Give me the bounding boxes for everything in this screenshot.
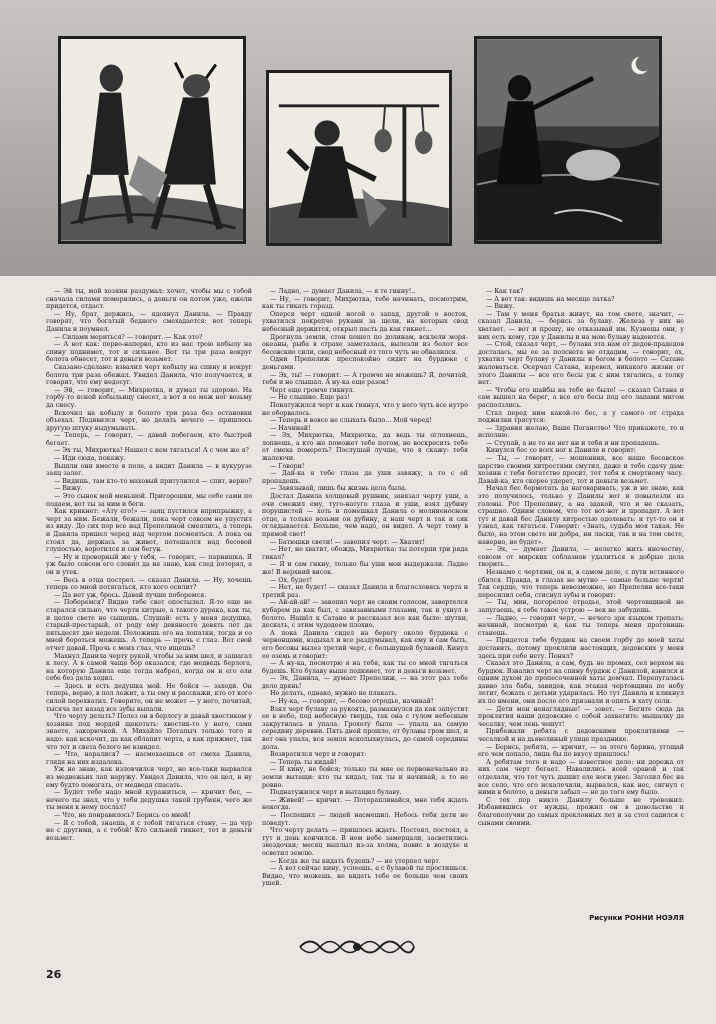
paragraph: — Что, не понравилось? Борись со мной! [54,811,191,819]
paragraph: — Это сынок мой меньшой. Пригорошки, мы себе сами по подаем, вот ты за ним и беги. [46,493,252,508]
paragraph: — Стой, сказал черт, — булава эта нам от дедов-прадедов досталась, мы ее за полсвета не отдадим, — говорит, ох, ухватил черт булаву у Данилы и бегом в болото — Сатане жаловаться. Осерчал Сатана, взревел, никакого жизни от этого Данилы — все его бесы уж с ним тягались, а толку нет. [478,341,684,387]
paragraph: — Ох, будет! [270,576,313,584]
paragraph: Взял черт булаву за рукоять, размахнулся да как запустит ее в небо, под небесную твердь, так она с гулом небесным закрутилась и упала. Грохоту было — упала на самую середину деревни. Пять дней прошло, от булавы гром шел, и вот она упала, вся земля всколыхнулась, до самой середины дола. [262,705,468,751]
paragraph: — Завязывай, лишь бы жизнь цела была. [270,485,407,493]
paragraph: Как крикнет: «Ату его!» — заяц пустился вприпрыжку, а черт за ним. Бежали, бежали, пока черт совсем не упустил из виду. До сих пор все над Препелиной смеялись, а теперь и Данила пришел черед над чертом посмеяться. А пока он стоял да, держась за живот, потешался над бесовой глупостью, воротился и сам бегун. [46,508,252,554]
paragraph: Поднатужился черт и вытащил булаву. [270,789,402,797]
paragraph: — Живей! — кричит. — Поторапливайся, мне тебя ждать некогда. [262,796,468,812]
paragraph: А пока Данила сидел на берегу около бурдюка с червонцами, вздыхал и все раздумывал, как ему и сам быть, его бесовы вылез третий черт, с большущей булавой. Кинул ее оземь и говорит: [262,629,468,660]
paragraph: — Нет, не хватит, обождь, Михрютка: ты потерпи три ряда гикал? [262,546,468,561]
paragraph: — А ну-ка, посмотрю я на тебя, как ты со мной тягаться будешь. Кто булаву выше подкинет, тот и деньги возьмет. [262,660,468,675]
paragraph: — Да нет уж, брось. Давай лучше поборемся. [54,591,207,599]
paragraph: Но делать, однако, нужно не плакать. [270,690,398,698]
illustration-hanging-scene [266,70,452,246]
paragraph: — Силами мериться? — говорит. — Как это? [54,333,203,341]
paragraph: Сказано-сделано: взвалил черт кобылу на спину и вокруг болота три раза обежал. Увидел Данила, что получается, и говорит, что ему недосуг. [46,363,252,387]
paragraph: Возвратился черт и говорит: [270,751,367,759]
paragraph: — Вижу. [54,485,83,493]
paragraph: — Теперь, — говорит, — давай побегаем, кто быстрей бегает. [46,432,252,447]
paragraph: — Я и сам гикну, только бы уши мои выдержали. Ладно же! В верхний висок. [262,561,468,576]
text-column-2 [262,288,468,908]
paragraph: Оперся черт одной ногой о запад, другой о восток, ухватился покрепче руками за щели, на которых свод небесный держится, открыл пасть да как гикнет... [262,310,468,333]
paragraph: — Не слышно. Еще раз! [270,394,350,402]
paragraph: — Поборемся? Видно тебе свет опостылел. Я-то еще не старался сильно, что черти хитрые, а такого дурака, как ты, и целое свете не сыщешь. Слушай: есть у меня дедушка, старый-престарый, от роду ему девяносто девять лет да пятьдесят две недели. Положишь его на лопатки, тогда и со мной бороться можешь. А теперь — прочь с глаз. Вот свой отчет давай. Прочь с моих глаз, что ищешь? [46,599,252,652]
paragraph: Одни Препелиж преспокойно сидит на бурдюке с деньгами. [262,356,468,371]
paragraph: Уж не знаю, как изловчился черт, но все-таки вырвался из медвежьих лап наружу. Увидел Данила, что он цел, и ну ему будто помогать, от медведя спасать. [46,766,252,789]
paragraph: — Ну, брат, держись, — ядохнул Данила. — Правду говорят, что богатый бедного смехадается: вот теперь Данила и поумнел. [46,310,252,333]
paragraph: А ребятам того и надо — известное дело: ни дорожа от них сам черт бегает. Навалились всей оравой и так отделали, что тот чуть дышит еле ноги унес. Заголил бес на все село, что его искалечили, вырвался, как нес, сигнул с ними в болото, а деньги забыл — не до того ему было. [478,758,684,797]
paragraph: — Ты, — говорит, — мошенник, все наше бесовское царство своими хитростями смутил, даже и тебе сдачу дам: хозяин с тебя богатство просит, тот тебя к смертному часу. Давай-ка, кто скорее удерет, тот и деньги возьмет. [478,455,684,485]
ornament-divider-icon [296,934,418,960]
paragraph: — Эх, ты! — говорит. — А громче не можешь? Я, почитай, тебя и не слышал. А ну-ка еще разок! [262,371,468,387]
paragraph: — Как так? [486,288,524,295]
paragraph: Сказал это Данила, а сам, будь не промах, сел верхом на бурдюк. Взвалил черт на спину бурдюк с Данилой, взвился и одним духом до пропесоченной хаты домчал. Перепугалась давно зла баба, завидев, как этакая чертовщина по небу летит, бежать с детьми ударилась. Но тут Данила и кликнул их по имени, они после его признали и опять в хату сели. [478,660,684,706]
paragraph: — Вижу. [486,303,515,311]
paragraph: Стал перед ним какой-то бес, а у самого от страха поджилки трясутся: [478,409,684,425]
paragraph: — Берись, ребята, — кричит, — за этого барина, угощай его чем попало, лишь бы по вкусу пришлось! [478,743,684,759]
paragraph: Кинулся бес со всех ног к Даниле и говорит: [486,447,636,455]
paragraph: — А вот так: видишь на месяце латка? [486,295,615,303]
paragraph: — Здравия желаю, Ваше Поганство! Что прикажете, то и исполню. [478,424,684,440]
paragraph: — Ты, мин, погорелое отродье, этой чертовщиной не запугаешь, я тебе такое устрою — век не забудешь. [478,599,684,614]
paragraph: Махнул Данила черту рукой, чтобы за ним шел, и зашагал к лесу. А в самой чаще бор оказался, где медведь берлога, на которую Данила еще тогда набрел, когда он и его ели себе без дела ходил. [46,652,252,683]
paragraph: — Батюшки свети! — завопил черт. — Хватит! [270,538,426,546]
paragraph: — Ступай, а не то не нет ни и тебя и ни пропадешь. [486,439,660,447]
paragraph: Достал Данила холщовый рушник, завязал черту уши, а очи смежил ему, туго-натуго глаза и уши, взял дубину порушистей — хоть и помешкал Данила о молниеносном отце, а только возьми он дубину, а наш черт и так и сяк оглядывается. Больше, чем надо, он видел. А черт тому в прямой свет! [262,493,468,538]
paragraph: — Ай-ай-ай! — завопил черт не своим голосом, завертелся кубарем да как был, с завязанными глазами, так и ухнул в болото. Нашёл к Сатане и рассказал все как было: шутки, дескать, с этим чудодеем плохие. [262,599,468,630]
paragraph: — Там у меня братья живут, на том свете, значит, — сказал Данила, — берись за булаву. Железа у них не хватает, — вот и прошу, не отказывай им. Кузнецы они, у них есть кому, где у Данилы и на мою булаву надеются. [478,310,684,341]
paragraph: С тех пор никто Данилу больше не тревожил. Избавившись от нужды, прожил он в довольстве и благополучии до самых преклонных лет и за стол садился с сынами своими. [478,796,684,827]
paragraph: Вышли они вместе в поле, а видит Данила — в кукурузе заяц залег. [46,462,252,478]
paragraph: — Дети мои ненаглядные! — зовет. — Бегите сюда да проклятия наши дедовские с собой захватите: мышалку да чесалку, чем лень чешут! [478,705,684,728]
paragraph: — Ладно, — думает Данила, — я те гикну!.. [270,288,416,295]
paragraph: Черт еще громче гикнул. [270,386,355,394]
paragraph: — Эх, Данила, — думает Препелиж, — на этот раз тебе дело дрянь! [262,675,468,690]
paragraph: — Весь в отца пострел. — сказал Данила. — Ну, хочешь теперь со мной потягаться, кто кого осилит? [46,576,252,592]
paragraph: — Будет тебе надо мной куражиться, — кричит бес, — нечего ты знал, что у тебя дедушка такой грубиян, чего же ты меня к нему послал? [46,789,252,812]
paragraph: — Чтобы его шайбы на тебе не было! — сказал Сатана и сам вышел на берег, а все его бесы под его лапами мигом расползлись. [478,386,684,409]
paragraph: — Ну, — говорит, Михрютка, тебе начинать, посмотрим, как ты гикать горазд. [262,295,468,311]
paragraph: — Эх, — думает Данила, — нелегко жить иночеству, совсем от мирских соблазнов удалиться в добрые дела творить... [478,546,684,569]
paragraph: — Поспешил — людей насмешил. Небось тебя дети не поведут. [262,811,468,827]
paragraph: Вскочил на кобылу и болото три раза без остановки объехал. Подивился черт, но делать нечего — пришлось другую штуку выдумывать. [46,409,252,432]
paragraph: — А вот сейчас кину, успеешь, а с булавой ты простишься. Видно, что можешь, не видать тебе ее больше чем своих ушей. [262,865,468,888]
illustration-devil-and-daniel-art [61,39,243,241]
illustration-credit: Рисунки РОННИ НОЭЛЯ [589,914,684,922]
paragraph: Незнамо с чертями, он и, в самом деле, с пути истинного сбился. Правда, в глазах не мутно — самые больше черти! Так сердце, что теперь невозможно, но Препелин все-таки пересилил себя, стиснул зубы и говорит: [478,568,684,599]
text-column-1 [46,288,252,908]
paragraph: — Я кину, не бойся; только ты мне ее первоначально из земли вытащи: кто ты кидал, так ты и начинай, а то не ровно. [262,766,468,789]
paragraph: — Видишь, там кто-то маховый притулился — спит, верно? [54,477,252,485]
illustration-moonlit-field-art [477,39,659,241]
paragraph: — Эй ты, мой хозяин раздумал: хочет, чтобы мы с тобой сначала силами померились, а деньги он потом уже, ежели придется, отдаст. [46,288,252,311]
paragraph: — Я с тобой, знаешь, я с тобой тягаться стану, — да чур не с другими, а с тобой! Кто сильней гикнет, тот и деньги возьмет. [46,819,252,842]
paragraph: — Иди сюда, покажу. [54,455,126,463]
paragraph: Что черту делать — пришлось ждать. Постоял, постоял, а тут и день кончился. В нем небе замерцали, засветились звездочки; месяц выплыл из-за холма, повис в воздухе и осветил землю. [262,827,468,857]
illustration-moonlit-field [474,36,662,244]
paragraph: — Эх, Михрютка, Михрютка, да ведь ты оглохнешь, лопнешь, а кто же поможет тебе потом, не воскресить тебе от смеха помереть? Послушай лучше, что я скажу: тебя жалеючи. [262,432,468,463]
paragraph: Начал бес бормотать да наговаривать, уж и не знаю, как это получилось, только у Данилы вот и повылезли из головы. Рот Препелину, а на эдакой, что и не сказать, страшно. Одним словом, что тот вот-вот и пропадет. А вот тут и давай бес Данилу хитростью одолевать: и тут-то он и узнал, как тягаться. Говорит: «Знать, судьба моя такая. Не было, на этом свете ни добра, ни ласки, так и на том свете, наверно, не будет». [478,485,684,546]
paragraph: — Теперь ты кидай! [270,758,337,766]
paragraph: — Эх ты, Михрютка! Нашел с кем тягаться! А с чем же я? [54,447,249,455]
paragraph: — Теперь и вовсе не слыхать было... Мой черед! [270,417,432,425]
paragraph: — Придется тебе бурдюк на своем горбу до моей хаты доставить, потому прокляли настоящих, дедовских у меня здесь при себе нету. Понял? [478,637,684,660]
paragraph: — Ну-ка, — говорит, — бесово отродье, начинай! [270,698,434,706]
paragraph: — Когда же ты кидать будешь? — не утерпел черт. [270,857,441,865]
paragraph: Понатужился черт и как гикнул, что у него чуть все нутро не оборвалось. [262,401,468,417]
paragraph: — Ладно, — говорит черт, — нечего зря языком трепать: начинай, посмотрю я, как ты теперь меня прогонишь станешь. [478,614,684,637]
paragraph: — Ну и проворный же у тебя, — говорит, — парнишка. Я уж было совсем его словил да не знаю, как след потерял, а он и утек. [46,553,252,576]
paragraph: Что черту делать? Полез он в берлогу и давай хвостиком у хозяина под мордой щекотать: хвостик-то у него, сами знаете, закорючкой. А Михайло Потапыч только того и надо: как вскочит, да как облапит черта, а как прижмет, так что тот и света белого не взвидел. [46,713,252,751]
paragraph: — Говори! [270,462,305,470]
paragraph: Прибежали ребята с дедовскими проклятиями — чесалкой и на дьяволиный улице празднике. [478,728,684,744]
paragraph: — А вот как: перво-наперво, кто из нас трою кобылу на спину поднимет, тот и сильнее. Вот ты три раза вокруг болота обнесет, тот и деньги возьмет. [46,341,252,364]
paragraph: — Эй, — говорит, — Михрютка, и думал ты здорово. На горбу-то ясной кобыльицу снесет, а вот я ее меж ног возьму да снесу. [46,386,252,409]
text-column-3 [478,288,684,908]
illustration-devil-and-daniel [58,36,246,244]
paragraph: — Здесь и есть дедушка мой. Не бойся — заходи. Он теперь, верно, в пол лежит, а ты ему и расскажи, кто от кого силой перехватил. Говорите, он не может — у него, почитай, тысяча лет назад все зубы выпали. [46,682,252,713]
illustration-hanging-scene-art [269,73,449,243]
paragraph: — Нет, не будет! — сказал Данила и благословясь черта и третий раз. [262,584,468,599]
paragraph: — Что, наралися? — насмехаешься от смеха Данила, глядя на них издалека. [46,751,252,766]
page-number: 26 [46,968,62,981]
paragraph: Дрогнула земли, стон пошел по долинам, всклели моря-океаны, рыба в страхе заметалась, вылезли из болот все бесовские сили, свод небесный от того чуть не обвалился. [262,333,468,356]
paragraph: — Дай-ка я тебе глаза да уши завяжу, а то с ей пропадешь. [262,470,468,485]
paragraph: — Начинай! [270,424,311,432]
